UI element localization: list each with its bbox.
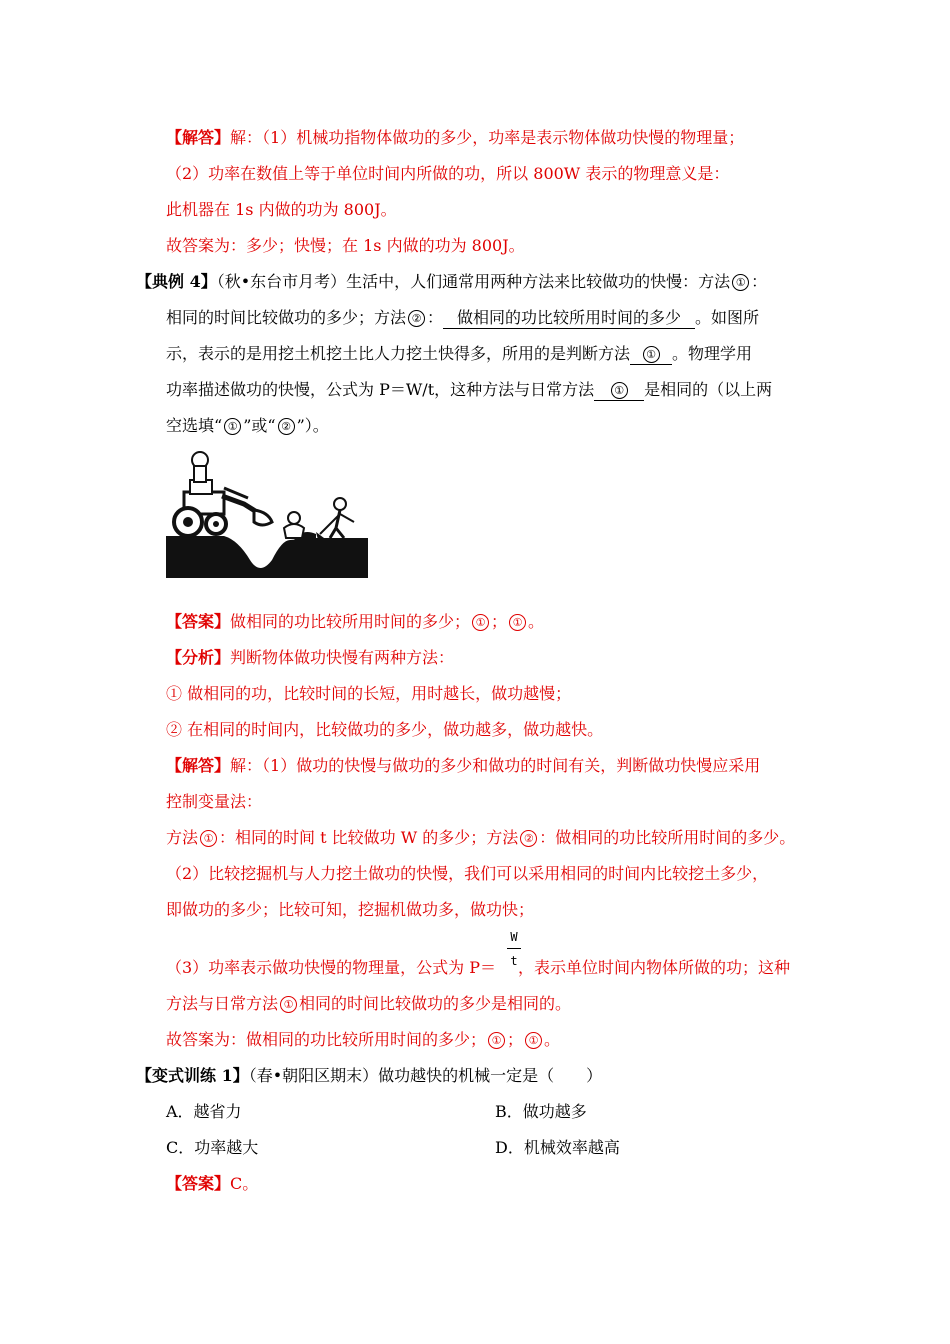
answer-line: 【答案】做相同的功比较所用时间的多少； ① ； ① 。 [166,612,545,631]
variant1-question: 【变式训练 1】（春•朝阳区期末）做功越快的机械一定是（ ） [136,1066,603,1085]
fraction-numerator: W [510,930,518,944]
option-a: A．越省力 [166,1102,242,1121]
circled-number: ② [520,830,537,847]
option-c: C．功率越大 [166,1138,259,1157]
analysis-item-2: ② 在相同的时间内，比较做功的多少，做功越多，做功越快。 [166,720,604,739]
circled-number: ① [280,996,297,1013]
answer-tag: 【答案】 [166,1174,231,1193]
circled-number: ① [509,614,526,631]
variant1-answer: 【答案】C。 [166,1174,259,1193]
solution-line-4: （2）比较挖掘机与人力挖土做功的快慢，我们可以采用相同的时间内比较挖土多少， [166,864,769,883]
circled-number: ① [488,1032,505,1049]
analysis-line: 【分析】判断物体做功快慢有两种方法： [166,648,455,667]
circled-number: ① [200,830,217,847]
fill-blank-answer: ① [594,380,644,401]
example4-line-5: 空选填“ ① ”或“ ② ”）。 [166,416,329,435]
analysis-tag: 【分析】 [166,648,231,667]
circled-number: ① [224,418,241,435]
example4-line-4: 功率描述做功的快慢，公式为 P＝W/t，这种方法与日常方法 ① 是相同的（以上两 [166,380,773,399]
solution-tag: 【解答】 [166,756,231,775]
variant1-tag: 【变式训练 1】 [136,1066,249,1085]
solution-tag: 【解答】 [166,128,231,147]
circled-number: ① [525,1032,542,1049]
solution-line-1 [166,128,744,148]
example4-line-2: 相同的时间比较做功的多少；方法 ② ： 做相同的功比较所用时间的多少 。如图所 [166,308,760,327]
solution-line-1: 【解答】解：（1）做功的快慢与做功的多少和做功的时间有关，判断做功快慢应采用 [166,756,761,775]
fraction-denominator: t [510,954,518,968]
final-answer-line: 故答案为：做相同的功比较所用时间的多少； ① ； ① 。 [166,1030,561,1049]
option-d: D．机械效率越高 [495,1138,620,1157]
solution-text: 解：（1）机械功指物体做功的多少，功率是表示物体做功快慢的物理量； [230,128,745,147]
solution-line-6: （3）功率表示做功快慢的物理量，公式为 P＝ ，表示单位时间内物体所做的功；这种 [166,958,791,977]
final-answer-line: 故答案为：多少；快慢；在 1s 内做的功为 800J。 [166,236,525,255]
example4-line-3: 示，表示的是用挖土机挖土比人力挖土快得多，所用的是判断方法 ① 。物理学用 [166,344,753,363]
answer-tag: 【答案】 [166,612,231,631]
fill-blank-answer: ① [630,344,672,365]
solution-line-3: 方法 ① ：相同的时间 t 比较做功 W 的多少；方法 ② ：做相同的功比较所用时间的多少。 [166,828,796,847]
solution-line-5: 即做功的多少；比较可知，挖掘机做功多，做功快； [166,900,535,919]
option-b: B．做功越多 [495,1102,587,1121]
example4-line-1: 【典例 4】（秋•东台市月考）生活中，人们通常用两种方法来比较做功的快慢：方法 ① ： [136,272,768,291]
solution-line-2: 控制变量法： [166,792,263,811]
circled-number: ① [732,274,749,291]
fill-blank-answer: 做相同的功比较所用时间的多少 [443,308,695,329]
solution-line-3: 此机器在 1s 内做的功为 800J。 [166,200,397,219]
example4-tag: 【典例 4】 [136,272,217,291]
circled-number: ① [472,614,489,631]
fraction-bar [507,948,521,949]
circled-number: ② [408,310,425,327]
solution-line-7: 方法与日常方法 ① 相同的时间比较做功的多少是相同的。 [166,994,572,1013]
excavator-illustration [164,448,374,580]
solution-line-2: （2）功率在数值上等于单位时间内所做的功，所以 800W 表示的物理意义是： [166,164,730,183]
circled-number: ② [278,418,295,435]
analysis-item-1: ① 做相同的功，比较时间的长短，用时越长，做功越慢； [166,684,572,703]
